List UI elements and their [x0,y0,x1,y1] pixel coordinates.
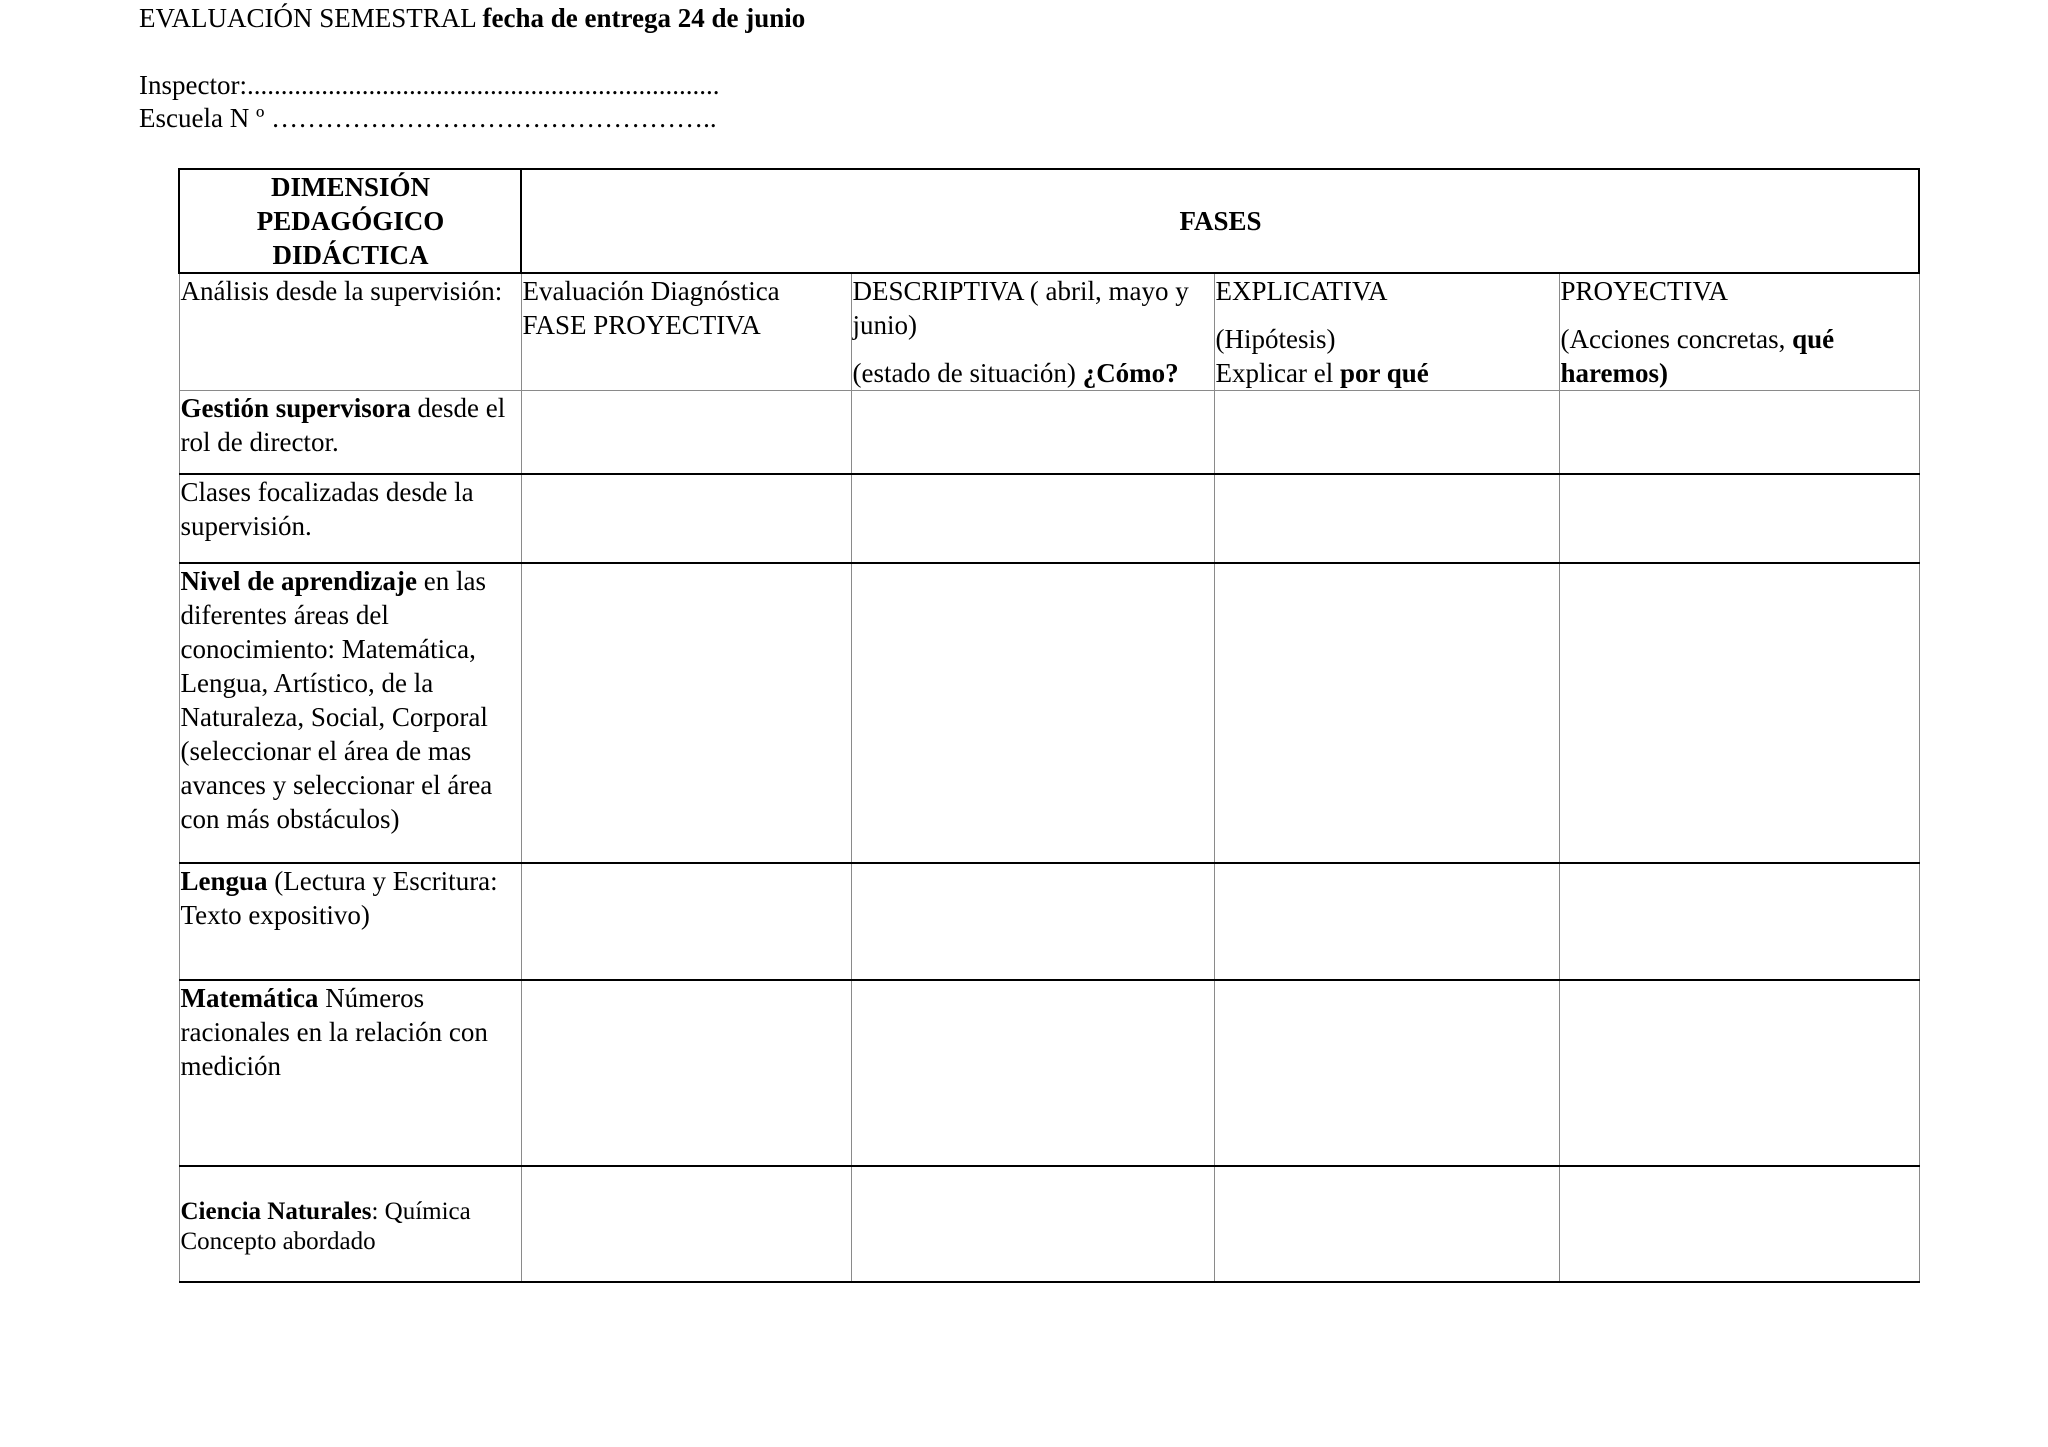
row-label-regular: (Lectura y Escritura: Texto expositivo) [180,865,498,930]
proyectiva-entry[interactable] [1559,563,1919,863]
descriptiva-entry[interactable] [851,1166,1214,1282]
diagnostica-entry[interactable] [521,1166,851,1282]
diagnostica-line1: Evaluación Diagnóstica [522,276,780,306]
row-label [179,1166,521,1282]
evaluation-table [178,168,1920,1283]
row-label [179,563,521,863]
row-label [179,474,521,563]
table-row [179,391,1919,474]
diagnostica-entry[interactable] [521,563,851,863]
fases-header: FASES [521,169,1919,273]
phase-subheader-row [179,273,1919,391]
row-label-regular: : Química Concepto abordado [180,1197,471,1255]
row-label-regular: Clases focalizadas desde la supervisión. [180,476,474,541]
row-label-regular: desde el rol de director. [180,393,506,457]
proyectiva-line2-regular: (Acciones concretas, [1560,324,1793,354]
descriptiva-entry[interactable] [851,474,1214,563]
dimension-header: DIMENSIÓN PEDAGÓGICO DIDÁCTICA [179,169,521,273]
row-label-bold: Matemática [180,982,319,1013]
table-row [179,863,1919,980]
proyectiva-entry[interactable] [1559,474,1919,563]
diagnostica-cell [521,273,851,391]
escuela-field: Escuela N º ………………………………………….. [139,103,717,133]
descriptiva-entry[interactable] [851,863,1214,980]
document-title [139,3,805,33]
diagnostica-entry[interactable] [521,863,851,980]
explicativa-entry[interactable] [1214,474,1559,563]
row-label [179,863,521,980]
title-due-date: fecha de entrega 24 de junio [482,3,806,33]
proyectiva-entry[interactable] [1559,863,1919,980]
descriptiva-cell [851,273,1214,391]
row-label-bold: Nivel de aprendizaje [180,565,417,596]
descriptiva-line2-regular: (estado de situación) [852,358,1083,388]
table-row [179,474,1919,563]
explicativa-entry[interactable] [1214,391,1559,474]
descriptiva-line2 [853,356,1214,390]
proyectiva-line1: PROYECTIVA [1560,276,1729,306]
row-label-regular: Números racionales en la relación con medición [180,982,488,1081]
inspector-field: Inspector:...................................................................... [139,70,720,100]
diagnostica-line2: FASE PROYECTIVA [522,310,761,340]
descriptiva-entry[interactable] [851,563,1214,863]
explicativa-line2: (Hipótesis) [1215,324,1336,354]
table-row [179,563,1919,863]
proyectiva-entry[interactable] [1559,391,1919,474]
proyectiva-line2-bold: qué haremos) [1560,324,1835,388]
explicativa-entry[interactable] [1214,863,1559,980]
row-label-regular: en las diferentes áreas del conocimiento: Matemática, Lengua, Artístico, de la Naturaleza, Social, Corporal (seleccionar el área de mas avances y seleccionar el área con más obstáculos) [180,565,493,834]
row-label-bold: Ciencia Naturales [180,1197,372,1225]
proyectiva-entry[interactable] [1559,1166,1919,1282]
descriptiva-line1: DESCRIPTIVA ( abril, mayo y junio) [852,276,1189,340]
explicativa-line3 [1216,356,1559,390]
descriptiva-entry[interactable] [851,980,1214,1166]
table-row [179,980,1919,1166]
proyectiva-entry[interactable] [1559,980,1919,1166]
explicativa-cell [1214,273,1559,391]
explicativa-line3-regular: Explicar el [1215,358,1340,388]
row-label [179,980,521,1166]
descriptiva-entry[interactable] [851,391,1214,474]
diagnostica-entry[interactable] [521,980,851,1166]
proyectiva-cell [1559,273,1919,391]
row-label-bold: Gestión supervisora [180,393,411,423]
descriptiva-line2-bold: ¿Cómo? [1082,358,1179,388]
diagnostica-entry[interactable] [521,474,851,563]
table-row [179,1166,1919,1282]
row-label [179,391,521,474]
diagnostica-entry[interactable] [521,391,851,474]
explicativa-line3-bold: por qué [1339,358,1429,388]
analisis-label: Análisis desde la supervisión: [179,273,521,391]
explicativa-entry[interactable] [1214,980,1559,1166]
explicativa-entry[interactable] [1214,1166,1559,1282]
explicativa-entry[interactable] [1214,563,1559,863]
explicativa-line1: EXPLICATIVA [1215,276,1388,306]
proyectiva-line2 [1561,322,1919,390]
title-regular: EVALUACIÓN SEMESTRAL [139,3,483,33]
row-label-bold: Lengua [180,865,268,896]
